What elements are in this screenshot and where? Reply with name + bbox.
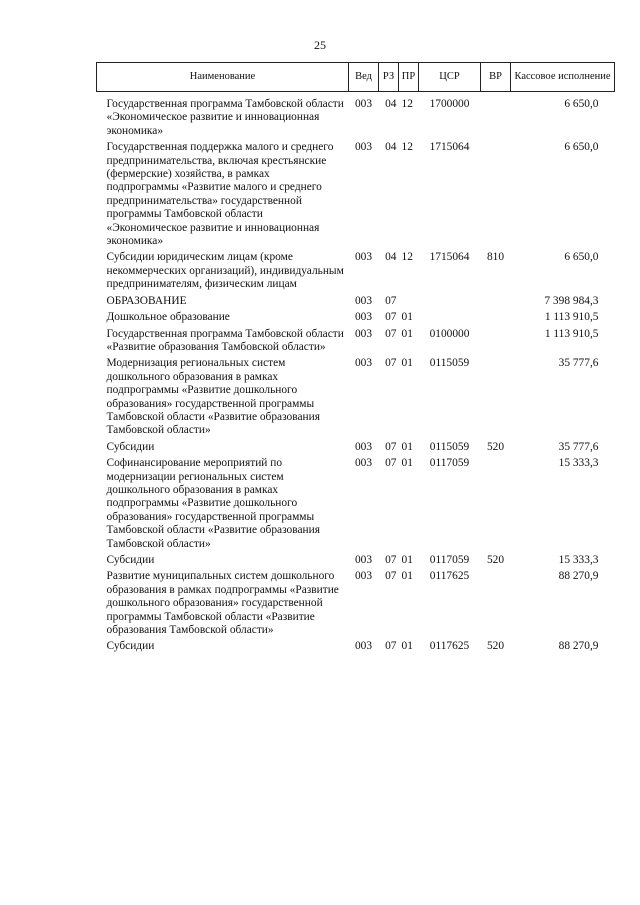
cell-rz: 04 [385, 141, 397, 154]
page-number: 25 [314, 38, 326, 52]
cell-vr [481, 570, 511, 640]
cell-rz: 07 [385, 457, 397, 470]
cell-pr: 01 [401, 554, 413, 566]
budget-table [96, 62, 615, 657]
cell-pr: 01 [401, 457, 413, 470]
cell-sum: 1 113 910,5 [544, 327, 599, 340]
cell-sum: 15 333,3 [558, 554, 599, 566]
cell-sum: 35 777,6 [558, 440, 599, 453]
cell-sum: 6 650,0 [564, 98, 599, 110]
cell-sum: 15 333,3 [558, 457, 599, 470]
table-row [97, 328, 615, 358]
cell-vr [481, 328, 511, 358]
cell-name: Государственная поддержка малого и среднего предпринимательства, включая крестьянские (фермерские) хозяйства, в рамках подпрограммы «Развитие малого и среднего предпринимательства» государственной программы Тамбовской области «Экономическое развитие и инновационная экономика» [106, 141, 334, 248]
cell-rz: 07 [385, 327, 397, 340]
table-row [97, 92, 615, 142]
cell-ved: 003 [354, 141, 373, 154]
table-row [97, 251, 615, 294]
cell-vr: 810 [486, 251, 505, 264]
cell-csr: 0117059 [429, 457, 470, 470]
cell-ved: 003 [354, 327, 373, 340]
cell-pr: 12 [401, 141, 413, 154]
cell-ved: 003 [354, 98, 373, 110]
header-csr: ЦСР [419, 63, 481, 92]
header-rz: РЗ [379, 63, 399, 92]
cell-rz: 07 [385, 294, 397, 307]
cell-rz: 07 [385, 554, 397, 566]
header-vr: ВР [481, 63, 511, 92]
cell-name: Модернизация региональных систем дошкольного образования в рамках подпрограммы «Развитие дошкольного образования» государственной программы Тамбовской области «Развитие образования Тамбовской области» [106, 357, 320, 437]
cell-name: Субсидии [106, 440, 155, 453]
cell-vr [481, 311, 511, 327]
cell-sum: 88 270,9 [558, 640, 599, 653]
table-row [97, 457, 615, 554]
cell-pr: 12 [401, 98, 413, 110]
cell-rz: 04 [385, 251, 397, 264]
table-row [97, 441, 615, 457]
cell-ved: 003 [354, 311, 373, 324]
cell-pr: 12 [401, 251, 413, 264]
cell-sum: 88 270,9 [558, 570, 599, 583]
cell-pr: 01 [401, 311, 413, 324]
cell-csr: 1715064 [429, 141, 470, 154]
cell-rz: 07 [385, 440, 397, 453]
cell-name: Софинансирование мероприятий по модернизации региональных систем дошкольного образования в рамках подпрограммы «Развитие дошкольного образования» государственной программы Тамбовской области «Развитие образования Тамбовской области» [106, 457, 320, 550]
cell-name: Развитие муниципальных систем дошкольного образования в рамках подпрограммы «Развитие дошкольного образования» государственной программы Тамбовской области «Развитие образования Тамбовской области» [106, 570, 339, 637]
cell-pr: 01 [401, 357, 413, 370]
cell-pr: 01 [401, 327, 413, 340]
cell-csr [419, 311, 481, 327]
cell-sum: 6 650,0 [564, 141, 599, 154]
cell-vr [481, 357, 511, 440]
cell-csr: 0117625 [429, 570, 470, 583]
cell-name: Государственная программа Тамбовской области «Развитие образования Тамбовской области» [106, 327, 344, 353]
cell-name: Субсидии [106, 640, 155, 653]
cell-vr [481, 457, 511, 554]
cell-pr: 01 [401, 640, 413, 653]
cell-vr: 520 [486, 440, 505, 453]
cell-name: ОБРАЗОВАНИЕ [106, 294, 187, 307]
cell-ved: 003 [354, 251, 373, 264]
header-ved: Вед [349, 63, 379, 92]
cell-name: Государственная программа Тамбовской области «Экономическое развитие и инновационная экономика» [106, 98, 344, 137]
cell-pr [399, 295, 419, 311]
cell-pr: 01 [401, 570, 413, 583]
cell-rz: 07 [385, 640, 397, 653]
cell-csr: 0115059 [429, 440, 470, 453]
cell-csr: 1700000 [429, 98, 470, 110]
header-sum: Кассовое исполнение [511, 63, 615, 92]
cell-vr [481, 295, 511, 311]
table-row [97, 570, 615, 640]
cell-csr: 0117059 [429, 554, 470, 566]
cell-sum: 1 113 910,5 [544, 311, 599, 324]
table-body [97, 92, 615, 657]
cell-ved: 003 [354, 357, 373, 370]
cell-name: Субсидии [106, 554, 155, 566]
table-row [97, 141, 615, 251]
table-row [97, 295, 615, 311]
header-name: Наименование [97, 63, 349, 92]
cell-csr: 0100000 [429, 327, 470, 340]
cell-csr [419, 295, 481, 311]
table-row [97, 640, 615, 656]
cell-rz: 07 [385, 570, 397, 583]
cell-rz: 04 [385, 98, 397, 110]
cell-csr: 1715064 [429, 251, 470, 264]
cell-ved: 003 [354, 554, 373, 566]
header-pr: ПР [399, 63, 419, 92]
table-row [97, 311, 615, 327]
cell-rz: 07 [385, 357, 397, 370]
cell-sum: 6 650,0 [564, 251, 599, 264]
cell-name: Субсидии юридическим лицам (кроме некоммерческих организаций), индивидуальным предпринимателям, физическим лицам [106, 251, 344, 291]
cell-sum: 7 398 984,3 [544, 294, 599, 307]
table-header [97, 63, 615, 92]
cell-csr: 0117625 [429, 640, 470, 653]
cell-vr: 520 [486, 640, 505, 653]
cell-csr: 0115059 [429, 357, 470, 370]
table-row [97, 357, 615, 440]
cell-ved: 003 [354, 440, 373, 453]
cell-ved: 003 [354, 570, 373, 583]
cell-ved: 003 [354, 294, 373, 307]
cell-sum: 35 777,6 [558, 357, 599, 370]
cell-ved: 003 [354, 640, 373, 653]
cell-pr: 01 [401, 440, 413, 453]
cell-vr: 520 [486, 554, 505, 566]
cell-vr [481, 141, 511, 251]
cell-rz: 07 [385, 311, 397, 324]
cell-ved: 003 [354, 457, 373, 470]
cell-name: Дошкольное образование [106, 311, 230, 324]
cell-vr [481, 92, 511, 142]
table-row [97, 554, 615, 570]
